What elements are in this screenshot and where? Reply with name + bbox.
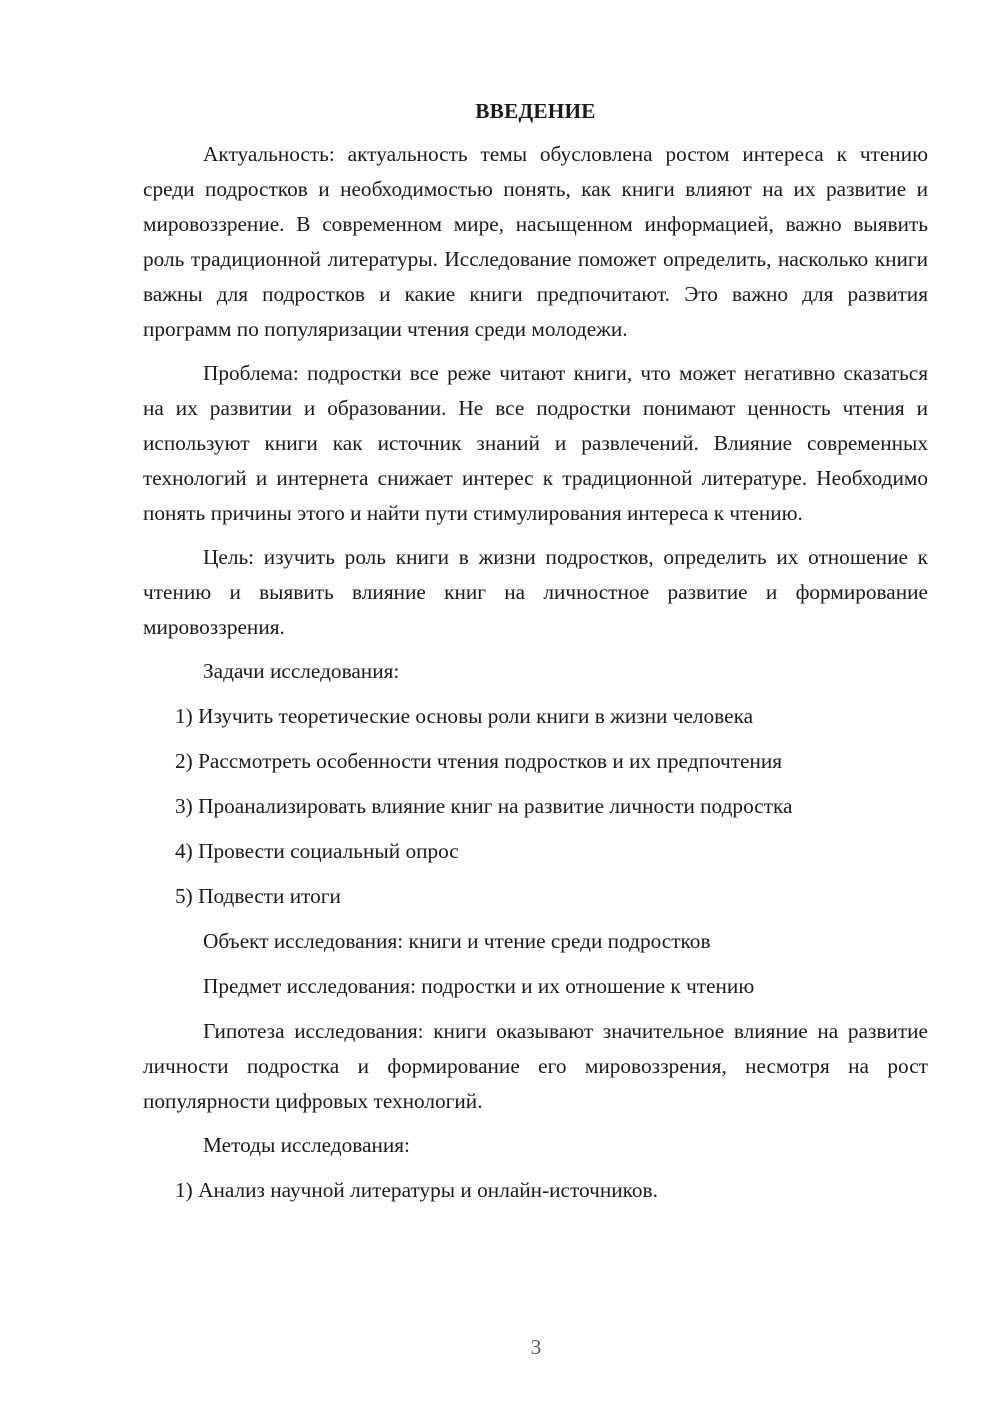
task-item: 5) Подвести итоги — [175, 884, 341, 908]
section-title: ВВЕДЕНИЕ — [475, 99, 596, 123]
task-item: 4) Провести социальный опрос — [175, 839, 459, 863]
tasks-list — [143, 699, 928, 914]
methods-list — [143, 1173, 928, 1208]
task-item: 1) Изучить теоретические основы роли книги в жизни человека — [175, 704, 754, 728]
method-item: 1) Анализ научной литературы и онлайн-источников. — [175, 1178, 658, 1202]
relevance-paragraph: Актуальность: актуальность темы обусловлена ростом интереса к чтению среди подростков и необходимостью понять, как книги влияют на их развитие и мировоззрение. В современном мире, насыщенном информацией, важно выявить роль традиционной литературы. Исследование поможет определить, насколько книги важны для подростков и какие книги предпочитают. Это важно для развития программ по популяризации чтения среди молодежи. — [143, 142, 928, 341]
hypothesis-paragraph: Гипотеза исследования: книги оказывают значительное влияние на развитие личности подростка и формирование его мировоззрения, несмотря на рост популярности цифровых технологий. — [143, 1019, 928, 1113]
tasks-heading: Задачи исследования: — [203, 659, 400, 683]
page-number: 3 — [530, 1335, 542, 1359]
subject-line: Предмет исследования: подростки и их отношение к чтению — [203, 974, 755, 998]
object-line: Объект исследования: книги и чтение среди подростков — [203, 929, 711, 953]
goal-paragraph: Цель: изучить роль книги в жизни подростков, определить их отношение к чтению и выявить влияние книг на личностное развитие и формирование мировоззрения. — [143, 545, 928, 639]
document-body — [143, 96, 928, 1218]
task-item: 3) Проанализировать влияние книг на развитие личности подростка — [175, 794, 793, 818]
problem-paragraph: Проблема: подростки все реже читают книги, что может негативно сказаться на их развитии и образовании. Не все подростки понимают ценность чтения и используют книги как источник знаний и развлечений. Влияние современных технологий и интернета снижает интерес к традиционной литературе. Необходимо понять причины этого и найти пути стимулирования интереса к чтению. — [143, 361, 928, 525]
task-item: 2) Рассмотреть особенности чтения подростков и их предпочтения — [175, 749, 783, 773]
methods-heading: Методы исследования: — [203, 1133, 410, 1157]
